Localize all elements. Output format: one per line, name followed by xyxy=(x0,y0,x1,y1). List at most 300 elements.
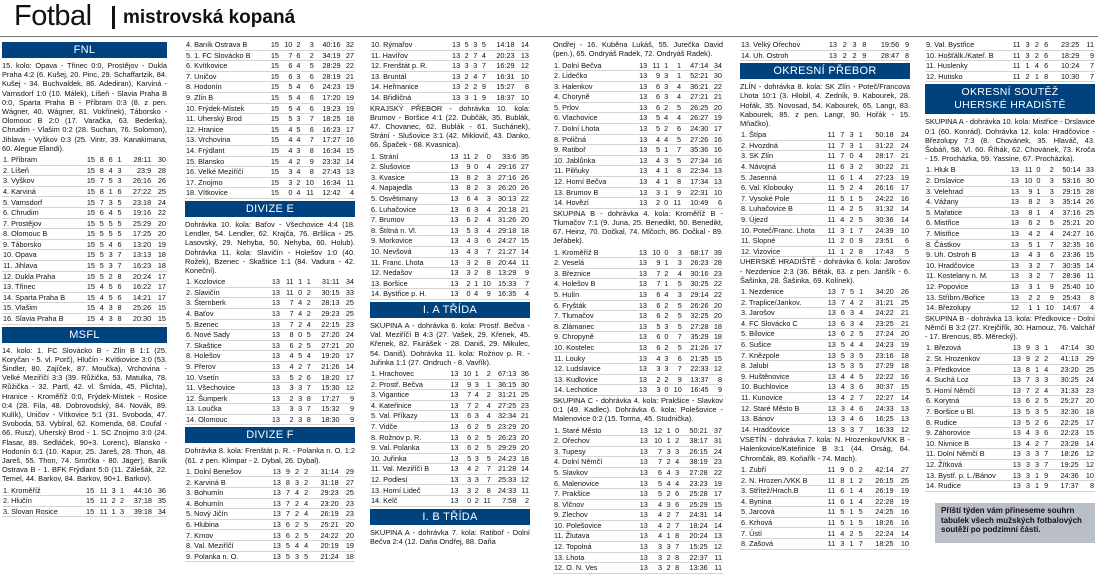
stat-cell: 9 xyxy=(460,162,472,173)
stat-cell: 9 xyxy=(1020,186,1033,197)
stat-cell: 4 xyxy=(96,282,105,293)
stat-cell: 7 xyxy=(281,308,295,319)
stat-cell: 24 xyxy=(1080,375,1095,386)
standings-table xyxy=(185,467,355,562)
stat-cell: 1 xyxy=(661,60,669,70)
stat-cell: 13 xyxy=(635,342,648,353)
stat-cell: 7 xyxy=(669,332,682,343)
stat-cell: 33 xyxy=(341,287,355,298)
team-name: 1. Hluk B xyxy=(925,165,1007,175)
stat-cell: 4 xyxy=(1031,61,1040,72)
stat-cell: 13 xyxy=(635,364,648,375)
team-name: 7. Knězpole xyxy=(740,350,822,361)
team-name: 14. Rudice xyxy=(925,481,1007,492)
stat-cell: 13 xyxy=(635,102,649,113)
stat-cell: 15 xyxy=(152,303,167,314)
stat-cell: 2 xyxy=(855,465,864,475)
table-row xyxy=(925,343,1095,353)
stat-cell: 13 xyxy=(447,474,460,485)
table-row xyxy=(2,292,167,303)
stat-cell: 13 xyxy=(822,339,837,350)
stat-cell: 3 xyxy=(1041,175,1054,186)
team-name: 4. Karviná xyxy=(2,186,81,197)
team-name: 11. Louky xyxy=(553,353,635,364)
stat-cell: 5 xyxy=(300,519,309,530)
stat-cell: 8 xyxy=(281,330,295,341)
stat-cell: 36 xyxy=(153,486,167,496)
team-name: 3. Velehrad xyxy=(925,186,1007,197)
stat-cell: 4 xyxy=(837,382,846,393)
stat-cell: 27:20 xyxy=(312,330,341,341)
stat-cell: 4 xyxy=(105,239,114,250)
stat-cell: 2 xyxy=(300,477,309,488)
stat-cell: 22 xyxy=(710,279,723,290)
stat-cell: 4 xyxy=(280,124,293,135)
table-row xyxy=(740,193,910,204)
team-name: 1. Zubří xyxy=(740,465,822,475)
stat-cell: 29:16 xyxy=(492,162,517,173)
stat-cell: 47:14 xyxy=(1049,343,1080,353)
team-name: 13. Velký Ořechov xyxy=(740,40,822,50)
stat-cell: 5 xyxy=(478,40,487,50)
table-row xyxy=(925,50,1095,61)
stat-cell: 11 xyxy=(480,496,492,507)
stat-cell: 16:23 xyxy=(123,260,153,271)
stat-cell: 4 xyxy=(293,82,301,93)
team-name: 14. Bystřice p. H. xyxy=(370,289,447,300)
stat-cell: 7 xyxy=(96,176,105,187)
stat-cell: 3 xyxy=(649,563,663,574)
stat-cell: 4 xyxy=(648,155,661,166)
stat-cell: 5 xyxy=(114,229,123,240)
stat-cell: 4 xyxy=(846,371,855,382)
stat-cell: 4 xyxy=(846,414,855,425)
stat-cell: 2 xyxy=(461,82,470,93)
stat-cell: 31:11 xyxy=(312,277,341,287)
stat-cell: 5 xyxy=(855,350,864,361)
stat-cell: 15 xyxy=(267,167,280,178)
table-row xyxy=(185,319,355,330)
stat-cell: 7 xyxy=(301,114,314,125)
stat-cell: 7 xyxy=(281,298,295,309)
team-name: 1. Kroměříž xyxy=(2,486,81,496)
stat-cell: 3 xyxy=(472,411,480,422)
stat-cell: 4 xyxy=(293,167,301,178)
team-name: 7. Prostějov xyxy=(2,218,81,229)
title-separator xyxy=(112,6,115,29)
stat-cell: 3 xyxy=(845,140,854,151)
stat-cell: 21 xyxy=(517,411,530,422)
stat-cell: 25:27 xyxy=(1049,396,1080,407)
stat-cell: 1 xyxy=(1031,481,1040,492)
stat-cell: 4 xyxy=(669,113,682,124)
stat-cell: 2 xyxy=(855,297,864,308)
stat-cell: 9 xyxy=(1080,50,1095,61)
team-name: 4. FC Slovácko C xyxy=(740,318,822,329)
stat-cell: 2 xyxy=(461,71,470,82)
results-text: KRAJSKÝ PŘEBOR - dohrávka 10. kola: Brumov - Boršice 4:1 (22. Dubčák, 35. Bublák, 47. Chovanec, 62. Bublák - 61. Suchánek), Strání - Slušovice 3:1 (42. Miklovič, 43. Danko, 66. Špaček - 68. Kvasnica). xyxy=(370,103,530,150)
stat-cell: 30:13 xyxy=(492,193,517,204)
stat-cell: 15 xyxy=(267,50,280,61)
stat-cell: 1 xyxy=(855,130,864,140)
section-heading: I. B TŘÍDA xyxy=(370,509,530,525)
team-name: 10. Opava xyxy=(2,250,81,261)
stat-cell: 18 xyxy=(340,551,355,562)
stat-cell: 19:25 xyxy=(1049,459,1080,470)
stat-cell: 13 xyxy=(447,61,461,72)
stat-cell: 11 xyxy=(517,257,530,268)
table-row xyxy=(553,332,723,343)
stat-cell: 1 xyxy=(845,539,854,550)
stat-cell: 6 xyxy=(1040,417,1049,428)
table-row xyxy=(740,151,910,162)
stat-cell: 17 xyxy=(152,292,167,303)
stat-cell: 1 xyxy=(661,166,669,177)
stat-cell: 5 xyxy=(114,208,123,219)
stat-cell: 15:30 xyxy=(312,383,341,394)
stat-cell: 2 xyxy=(1031,40,1040,50)
table-row xyxy=(185,351,355,362)
stat-cell: 7 xyxy=(837,287,846,297)
stat-cell: 10:30 xyxy=(1049,71,1080,82)
stat-cell: 6 xyxy=(1041,250,1054,261)
stat-cell: 4 xyxy=(669,268,682,279)
stat-cell: 20:19 xyxy=(309,541,340,552)
stat-cell: 34:19 xyxy=(315,50,342,61)
table-row xyxy=(740,382,910,393)
stat-cell: 20 xyxy=(895,329,910,340)
team-name: 1. Staré Město xyxy=(553,425,635,435)
team-name: 11. Pilňuky xyxy=(553,166,635,177)
team-name: 12. Žítková xyxy=(925,459,1007,470)
stat-cell: 13 xyxy=(447,246,460,257)
stat-cell: 2 xyxy=(303,287,312,298)
stat-cell: 13 xyxy=(635,332,648,343)
stat-cell: 3 xyxy=(1031,449,1040,460)
stat-cell: 15 xyxy=(81,313,96,324)
stat-cell: 4 xyxy=(517,289,530,300)
table-row xyxy=(925,385,1095,396)
standings-table xyxy=(370,152,530,300)
table-row xyxy=(553,198,723,209)
team-name: 13. Bystř. p. L./Bánov xyxy=(925,470,1007,481)
stat-cell: 10 xyxy=(460,369,473,379)
stat-cell: 34 xyxy=(709,60,723,70)
table-row xyxy=(370,236,530,247)
stat-cell: 0 xyxy=(460,289,472,300)
stat-cell: 1 xyxy=(836,246,845,257)
stat-cell: 15 xyxy=(81,186,96,197)
team-name: 11. Huslenky xyxy=(925,61,1007,72)
stat-cell: 28:36 xyxy=(1055,271,1082,282)
stat-cell: 11 xyxy=(1020,165,1033,175)
stat-cell: 13 xyxy=(1007,343,1022,353)
stat-cell: 1 xyxy=(855,140,864,151)
stat-cell: 7 xyxy=(1022,375,1031,386)
stat-cell: 3 xyxy=(461,61,470,72)
stat-cell: 3 xyxy=(845,130,854,140)
stat-cell: 11 xyxy=(822,236,837,247)
table-row xyxy=(370,421,530,432)
stat-cell: 4 xyxy=(293,103,301,114)
stat-cell: 18 xyxy=(517,225,530,236)
table-row xyxy=(370,496,530,507)
stat-cell: 7 xyxy=(669,145,682,156)
stat-cell: 1 xyxy=(845,517,854,528)
stat-cell: 3 xyxy=(669,258,682,269)
team-name: 5. Mařatice xyxy=(925,207,1007,218)
table-row xyxy=(370,215,530,226)
stat-cell: 15:33 xyxy=(492,278,517,289)
team-name: 2. St. Hrozenkov xyxy=(925,353,1007,364)
stat-cell: 3 xyxy=(291,477,300,488)
stat-cell: 3 xyxy=(1020,260,1033,271)
stat-cell: 2 xyxy=(291,498,300,509)
stat-cell: 3 xyxy=(295,393,304,404)
stat-cell: 21 xyxy=(709,92,723,103)
table-row xyxy=(553,520,723,531)
stat-cell: 3 xyxy=(479,172,492,183)
stat-cell: 2 xyxy=(661,374,669,385)
stat-cell: 4 xyxy=(649,510,663,521)
table-row xyxy=(185,177,355,188)
stat-cell: 5 xyxy=(669,321,682,332)
stat-cell: 5 xyxy=(669,342,682,353)
stat-cell: 20 xyxy=(340,530,355,541)
stat-cell: 3 xyxy=(661,364,669,375)
stat-cell: 4 xyxy=(669,81,682,92)
stat-cell: 13 xyxy=(447,257,460,268)
stat-cell: 27:26 xyxy=(682,134,709,145)
stat-cell: 26 xyxy=(895,287,910,297)
stat-cell: 29:29 xyxy=(492,443,517,454)
team-name: 4. Baník Ostrava B xyxy=(185,40,267,50)
team-name: 14. Uh. Ostroh xyxy=(740,50,822,61)
stat-cell: 9 xyxy=(478,82,487,93)
stat-cell: 15 xyxy=(81,176,96,187)
stat-cell: 24 xyxy=(895,130,910,140)
table-row xyxy=(185,277,355,287)
table-row xyxy=(2,229,167,240)
stat-cell: 13 xyxy=(635,187,649,198)
stat-cell: 36 xyxy=(517,369,530,379)
stat-cell: 25:28 xyxy=(680,489,709,500)
results-text: SKUPINA C - dohrávka 4. kola: Prakšice - Slavkov 0:1 (49. Kadlec). Dohrávka 6. kola: Polešovice - Malenovice 0:2 (15. Torma, 45. Studnička). xyxy=(553,395,723,424)
table-row xyxy=(925,228,1095,239)
stat-cell: 8 xyxy=(479,257,492,268)
stat-cell: 4 xyxy=(648,134,661,145)
stat-cell: 15 xyxy=(267,114,280,125)
stat-cell: 8 xyxy=(669,166,682,177)
stat-cell: 9 xyxy=(282,467,291,477)
stat-cell: 3 xyxy=(105,260,114,271)
stat-cell: 20 xyxy=(517,432,530,443)
stat-cell: 6 xyxy=(648,289,661,300)
stat-cell: 15 xyxy=(267,188,280,199)
stat-cell: 6 xyxy=(837,318,846,329)
stat-cell: 8 xyxy=(301,145,314,156)
team-name: 3. Březnice xyxy=(553,268,635,279)
stat-cell: 7 xyxy=(836,140,845,151)
stat-cell: 11 xyxy=(281,277,295,287)
stat-cell: 13 xyxy=(267,340,281,351)
stat-cell: 7 xyxy=(855,539,864,550)
table-row xyxy=(925,417,1095,428)
stat-cell: 13 xyxy=(447,204,460,215)
team-name: 7. Boršice u Bl. xyxy=(925,406,1007,417)
stat-cell: 13 xyxy=(635,321,648,332)
table-row xyxy=(740,392,910,403)
results-text: 15. kolo: Opava - Třinec 0:0, Prostějov - Dukla Praha 4:2 (6. Kušej, 20. Pinc, 29. Schaffartzik, 84. Kušej - 34. Buchvaldek, 86. Adediran), Karviná - Varnsdorf 1:0 (10. Málek), Líšeň - Slavia Praha B 0:0, Sparta Praha B - Příbram 0:3 (8. z pen. Wágner, 40. Wágner, 81. Vokřínek), Táborsko - Olomouc B 2:0 (17. Varačka, 63. Bederka), Chrudim - Vlašim 0:2 (28. Suchan, 76. Solomon), Jihlava - Vyškov 0:3 (25. Vintr, 39. Kanakimana, 60. Alegue Elandi). xyxy=(2,61,167,153)
team-name: 8. Poličná xyxy=(553,134,635,145)
stat-cell: 6 xyxy=(114,186,123,197)
stat-cell: 4 xyxy=(648,176,661,187)
stat-cell: 9 xyxy=(341,393,355,404)
stat-cell: 13 xyxy=(635,248,648,258)
stat-cell: 1 xyxy=(295,277,304,287)
stat-cell: 13 xyxy=(1007,239,1020,250)
stat-cell: 6 xyxy=(105,155,114,165)
stat-cell: 7 xyxy=(282,488,291,499)
stat-cell: 6 xyxy=(669,123,682,134)
stat-cell: 7 xyxy=(280,50,293,61)
team-name: 11. Kostelany n. M. xyxy=(925,271,1007,282)
stat-cell: 13 xyxy=(822,382,837,393)
stat-cell: 29:14 xyxy=(683,289,710,300)
stat-cell: 2 xyxy=(293,177,301,188)
team-name: 10. Juřinka xyxy=(370,453,447,464)
team-name: 10. Buchlovice xyxy=(740,382,822,393)
stat-cell: 4 xyxy=(460,464,473,475)
stat-cell: 11 xyxy=(709,552,723,563)
stat-cell: 13 xyxy=(267,277,281,287)
stat-cell: 15 xyxy=(81,208,96,219)
stat-cell: 13 xyxy=(267,509,282,520)
stat-cell: 30:22 xyxy=(864,161,895,172)
stat-cell: 15 xyxy=(81,165,96,176)
stat-cell: 14 xyxy=(516,40,530,50)
table-row xyxy=(370,278,530,289)
stat-cell: 6 xyxy=(648,311,661,322)
table-row xyxy=(185,188,355,199)
team-name: 8. Rožnov p. R. xyxy=(370,432,447,443)
table-row xyxy=(740,40,910,50)
stat-cell: 4 xyxy=(470,71,479,82)
team-name: 14. Olomouc xyxy=(185,414,267,425)
team-name: 3. Bohumín xyxy=(185,488,267,499)
stat-cell: 3 xyxy=(661,321,669,332)
stat-cell: 1 xyxy=(661,187,669,198)
stat-cell: 42:14 xyxy=(864,465,895,475)
table-row xyxy=(740,246,910,257)
stat-cell: 30:25 xyxy=(683,279,710,290)
team-name: 10. Vsetín xyxy=(185,372,267,383)
team-name: 3. SK Zlín xyxy=(740,151,822,162)
stat-cell: 18:25 xyxy=(315,114,342,125)
stat-cell: 1 xyxy=(1021,61,1030,72)
stat-cell: 17:27 xyxy=(312,393,341,404)
stat-cell: 37 xyxy=(709,425,723,435)
stat-cell: 17 xyxy=(709,489,723,500)
stat-cell: 21:24 xyxy=(309,551,340,562)
stat-cell: 10 xyxy=(648,248,661,258)
stat-cell: 13 xyxy=(447,379,460,390)
stat-cell: 0 xyxy=(845,236,854,247)
stat-cell: 47:14 xyxy=(682,60,709,70)
stat-cell: 13 xyxy=(267,383,281,394)
stat-cell: 13 xyxy=(635,268,648,279)
stat-cell: 3 xyxy=(281,404,295,415)
stat-cell: 3 xyxy=(1020,281,1033,292)
team-name: 4. Návojná xyxy=(740,161,822,172)
stat-cell: 12 xyxy=(341,383,355,394)
stat-cell: 4 xyxy=(479,204,492,215)
team-name: 11. Val. Meziříčí B xyxy=(370,464,447,475)
stat-cell: 3 xyxy=(293,114,301,125)
stat-cell: 13 xyxy=(1007,271,1020,282)
stat-cell: 13 xyxy=(447,193,460,204)
stat-cell: 13 xyxy=(1007,228,1020,239)
stat-cell: 5 xyxy=(1020,239,1033,250)
stat-cell: 1 xyxy=(1033,303,1041,314)
stat-cell: 3 xyxy=(1031,343,1040,353)
stat-cell: 2 xyxy=(845,246,854,257)
stat-cell: 1 xyxy=(114,155,123,165)
stat-cell: 4 xyxy=(672,457,681,468)
stat-cell: 3 xyxy=(472,246,480,257)
stat-cell: 4 xyxy=(303,319,312,330)
stat-cell: 3 xyxy=(460,257,472,268)
stat-cell: 15 xyxy=(267,61,280,72)
table-row xyxy=(185,167,355,178)
stat-cell: 27:28 xyxy=(683,321,710,332)
table-row xyxy=(553,81,723,92)
table-row xyxy=(185,156,355,167)
team-name: 6. Vlachovice xyxy=(553,113,635,124)
standings-table xyxy=(740,40,910,61)
stat-cell: 4 xyxy=(291,488,300,499)
team-name: 6. Hlubina xyxy=(185,519,267,530)
stat-cell: 18 xyxy=(1080,406,1095,417)
stat-cell: 9 xyxy=(648,71,661,82)
stat-cell: 0 xyxy=(661,198,669,209)
team-name: 2. N. Hrozen./VKK B xyxy=(740,475,822,486)
stat-cell: 21:27 xyxy=(492,246,517,257)
standings-table xyxy=(553,60,723,208)
table-row xyxy=(553,176,723,187)
stat-cell: 23 xyxy=(709,457,723,468)
stat-cell: 2 xyxy=(472,257,480,268)
stat-cell: 27:28 xyxy=(680,467,709,478)
stat-cell: 9 xyxy=(1040,470,1049,481)
stat-cell: 5 xyxy=(460,453,473,464)
stat-cell: 3 xyxy=(649,541,663,552)
team-name: 3. Předkovice xyxy=(925,364,1007,375)
stat-cell: 7 xyxy=(1022,385,1031,396)
table-row xyxy=(925,281,1095,292)
table-row xyxy=(370,379,530,390)
stat-cell: 12 xyxy=(1007,303,1020,314)
stat-cell: 1 xyxy=(661,176,669,187)
stat-cell: 20:23 xyxy=(487,50,516,61)
stat-cell: 4 xyxy=(293,188,301,199)
stat-cell: 33:6 xyxy=(492,152,517,162)
stat-cell: 40:16 xyxy=(315,40,342,50)
stat-cell: 16 xyxy=(709,145,723,156)
stat-cell: 5 xyxy=(480,421,492,432)
stat-cell: 20:24 xyxy=(680,531,709,542)
stat-cell: 4 xyxy=(303,351,312,362)
